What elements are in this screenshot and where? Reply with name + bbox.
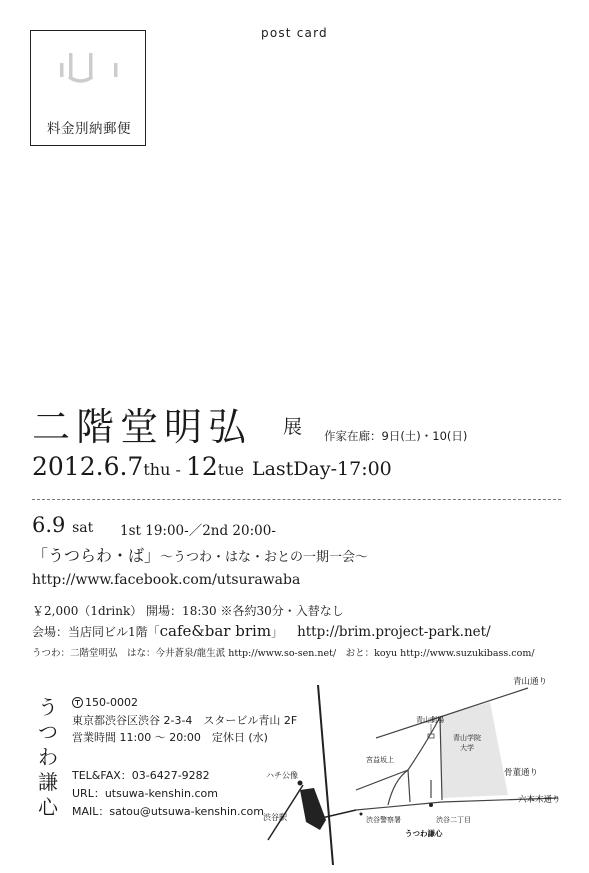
shop-marker-icon	[429, 803, 433, 807]
hachiko-marker-icon	[298, 781, 303, 786]
campus-area	[440, 702, 508, 798]
last-day: LastDay-17:00	[251, 458, 392, 480]
shop-name-vertical	[38, 695, 58, 820]
postal-code-icon	[72, 697, 83, 708]
shop-contact-block	[72, 767, 264, 821]
shop-address: 東京都渋谷区渋谷 2-3-4 スタービル青山 2F	[72, 713, 298, 727]
exhibition-suffix: 展	[283, 416, 303, 438]
venue-suffix: 」	[271, 625, 284, 639]
shop-name-char: つ	[38, 720, 58, 744]
event-times: 1st 19:00-／2nd 20:00-	[120, 523, 276, 539]
event-credits: うつわ：二階堂明弘 はな：今井蒼泉/龍生派 http://www.so-sen.net/ おと：koyu http://www.suzukibass.com/	[32, 648, 535, 659]
shop-name-char: 謙	[38, 770, 58, 794]
shop-hours: 営業時間 11:00 ～ 20:00 定休日 (水)	[72, 731, 268, 744]
venue-name: cafe&bar brim	[159, 622, 272, 640]
shop-tel: TEL&FAX：03-6427-9282	[72, 769, 210, 782]
venue-url[interactable]: http://brim.project-park.net/	[297, 624, 491, 640]
stamp-label: 料金別納郵便	[47, 121, 131, 137]
facebook-link[interactable]: http://www.facebook.com/utsurawaba	[32, 572, 301, 588]
date-start: 2012.6.7	[32, 452, 144, 481]
artist-name: 二階堂明弘	[32, 405, 253, 449]
label-daigaku: 大学	[460, 744, 474, 752]
label-aoyama-dori: 青山通り	[513, 677, 548, 687]
event-price: ￥2,000（1drink） 開場：18:30 ※各約30分・入替なし	[32, 604, 344, 618]
date-separator: -	[170, 460, 186, 479]
postcard-label: post card	[261, 26, 328, 40]
label-kotto-dori: 骨董通り	[504, 768, 539, 778]
station-icon	[300, 788, 326, 830]
dogenzaka-road	[356, 770, 408, 790]
date-end: 12	[185, 452, 218, 481]
label-roppongi-dori: 六本木通り	[518, 795, 561, 805]
label-shibuya-station: 渋谷駅	[263, 813, 287, 822]
label-nichome: 渋谷二丁目	[436, 816, 471, 824]
event-date-number: 6.9	[32, 513, 66, 537]
label-aoyama-gekijo: 青山劇場	[416, 716, 444, 724]
event-title	[32, 543, 368, 566]
police-marker-icon	[360, 813, 363, 816]
label-shop: うつわ謙心	[405, 829, 443, 838]
shop-mail[interactable]: MAIL：satou@utsuwa-kenshin.com	[72, 805, 265, 818]
event-venue	[32, 622, 491, 640]
label-miyamasuzaka: 宮益坂上	[366, 756, 394, 764]
shop-name-char: 心	[38, 795, 58, 819]
label-aoyama-gakuin: 青山学院	[453, 734, 481, 742]
artist-presence: 作家在廊：9日(土)・10(日)	[324, 429, 468, 443]
postage-stamp-box	[30, 30, 146, 146]
divider	[32, 499, 561, 500]
shop-url[interactable]: URL：utsuwa-kenshin.com	[72, 787, 218, 800]
event-subtitle: ～うつわ・はな・おとの一期一会～	[160, 550, 369, 565]
event-title-main: 「うつらわ・ば」	[32, 546, 161, 565]
miyamasuzaka-road	[408, 717, 440, 770]
venue-prefix: 会場：当店同ビル1階「	[32, 625, 160, 639]
event-date	[32, 513, 93, 537]
label-police: 渋谷警察署	[366, 816, 401, 824]
rail-line	[318, 685, 333, 865]
event-day: sat	[72, 520, 94, 536]
side-road	[388, 770, 410, 805]
day-end: tue	[217, 460, 244, 479]
access-map	[258, 670, 568, 865]
shop-name-char: わ	[38, 745, 58, 769]
day-start: thu	[143, 460, 171, 479]
label-hachiko: ハチ公像	[266, 771, 298, 780]
postal-mark-icon	[59, 53, 119, 87]
postal-code: 150-0002	[85, 696, 138, 709]
shop-name-char: う	[38, 695, 58, 719]
exhibition-dates	[32, 452, 392, 481]
